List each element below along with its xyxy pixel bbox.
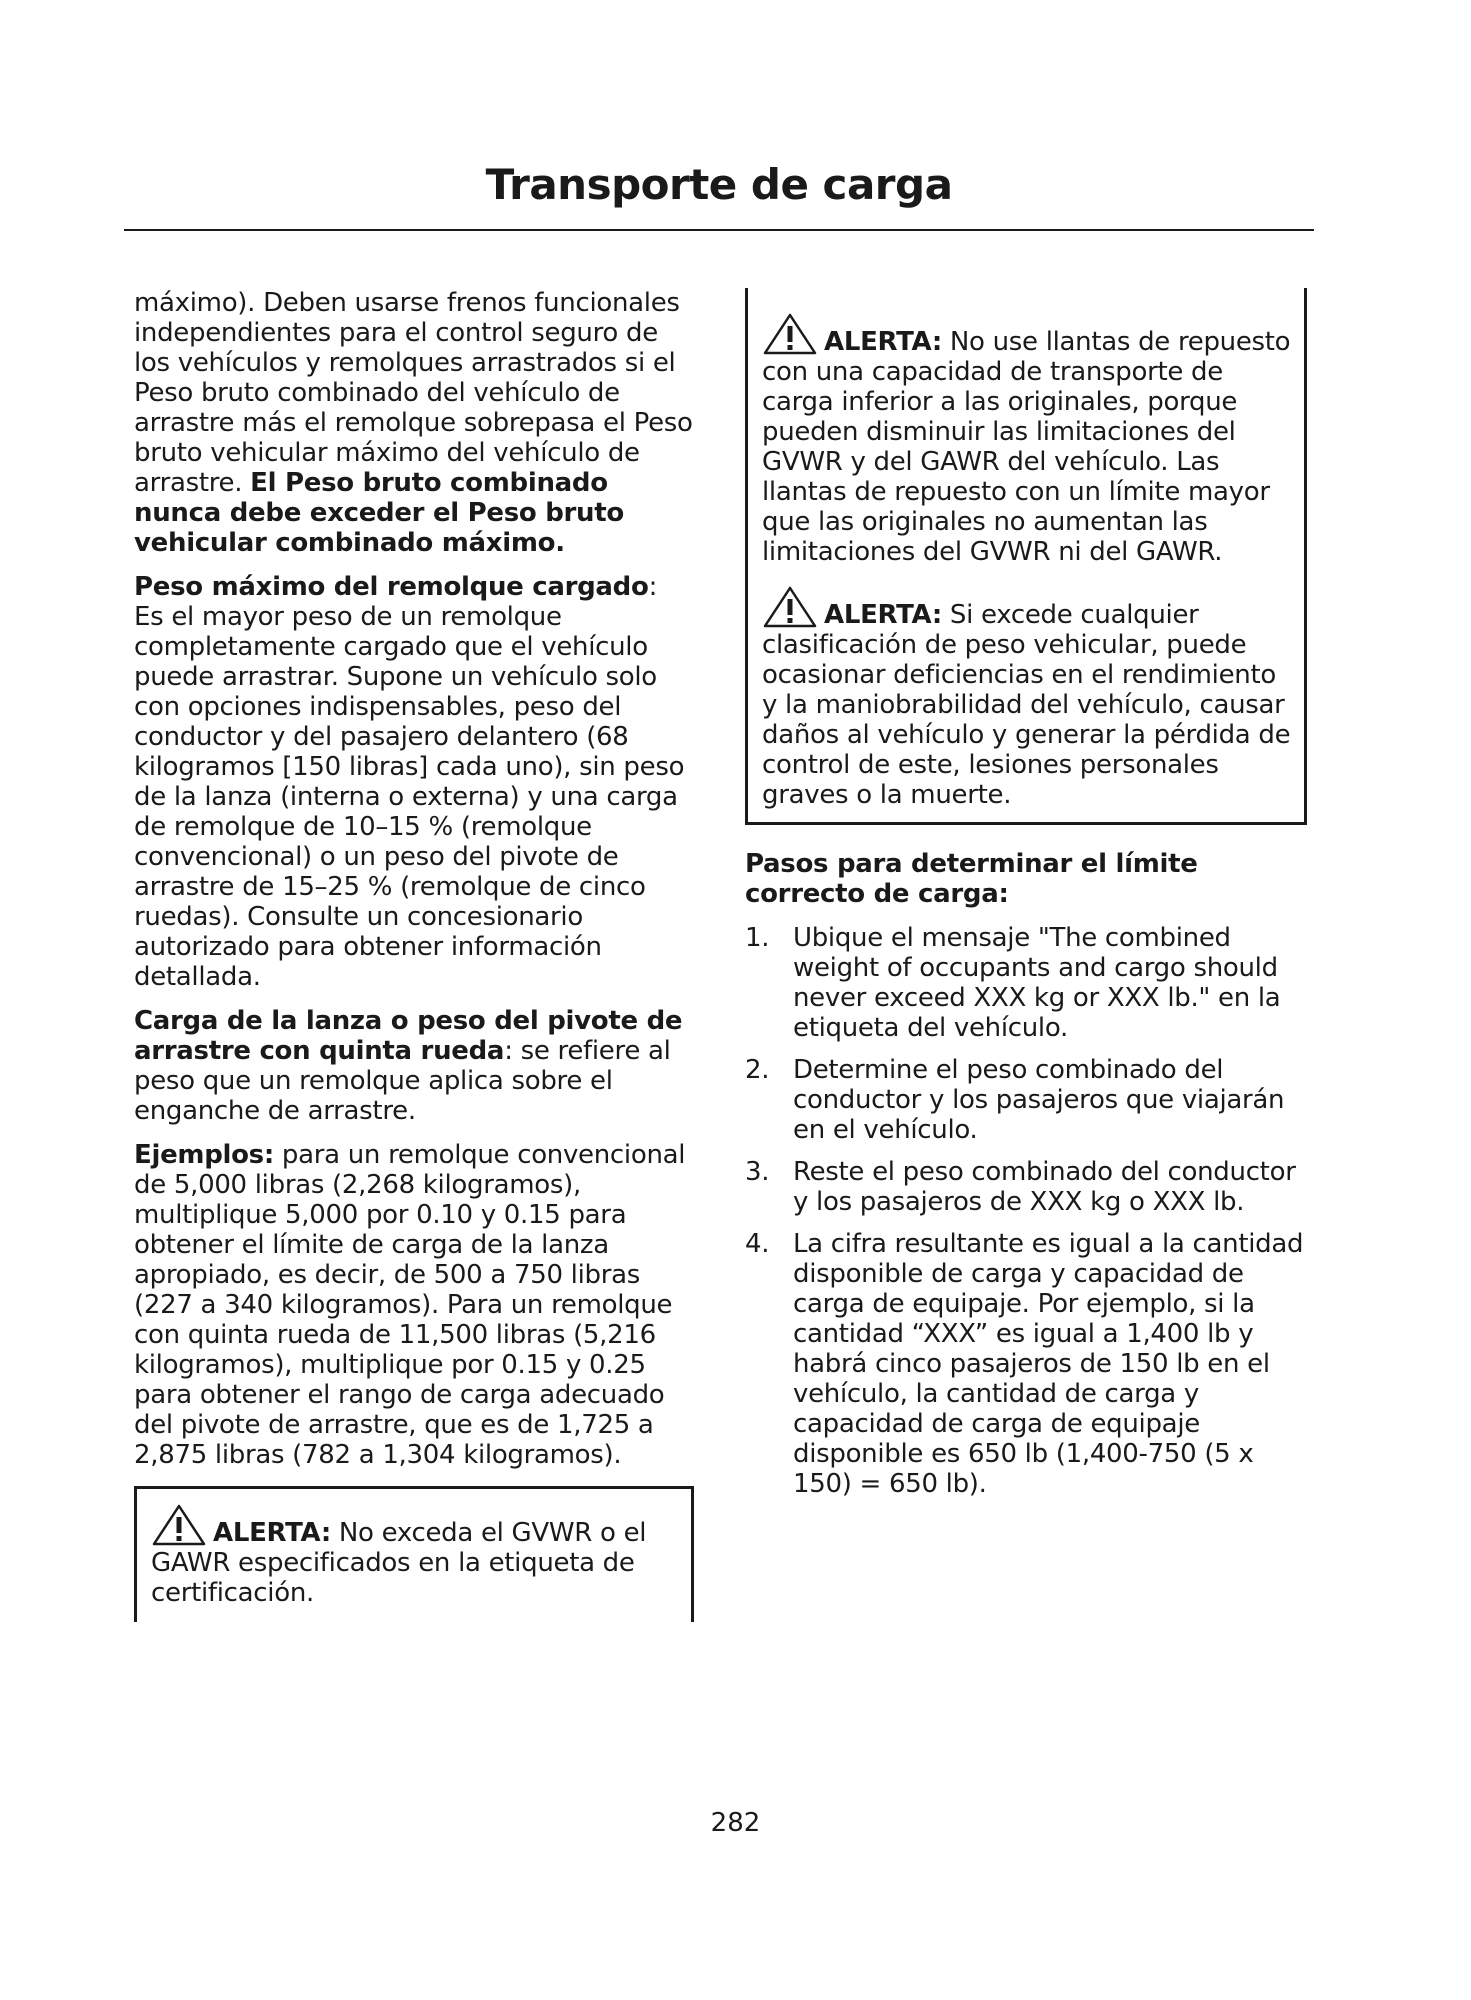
- alert-label: ALERTA:: [824, 327, 942, 357]
- term-max-trailer-weight: Peso máximo del remolque cargado: [134, 572, 649, 602]
- title-divider: [124, 229, 1314, 231]
- alert-box-left: [134, 1486, 694, 1622]
- examples-text: para un remolque convencional de 5,000 libras (2,268 kilogramos), multiplique 5,000 por 0.10 y 0.15 para obtener el límite de carga de la lanza apropiado, es decir, de 500 a 750 libras (227 a 340 kilogramos). Para un remolque con quinta rueda de 11,500 libras (5,216 kilogramos), multiplique por 0.15 y 0.25 para obtener el rango de carga adecuado del pivote de arrastre, que es de 1,725 a 2,875 libras (782 a 1,304 kilogramos).: [134, 1140, 686, 1470]
- paragraph-gcw-text: máximo). Deben usarse frenos funcionales independientes para el control seguro de los vehículos y remolques arrastrados si el Peso bruto combinado del vehículo de arrastre más el remolque sobrepasa el Peso bruto vehicular máximo del vehículo de arrastre.: [134, 288, 693, 498]
- step-text: Ubique el mensaje "The combined weight of occupants and cargo should never exceed XXX kg or XXX lb." en la etiqueta del vehículo.: [793, 923, 1281, 1043]
- left-column: [134, 288, 694, 1622]
- warning-triangle-icon: [762, 585, 818, 629]
- page-title: Transporte de carga: [485, 160, 953, 209]
- steps-list: [745, 923, 1307, 1499]
- step-number: 4.: [745, 1229, 770, 1259]
- step-text: Reste el peso combinado del conductor y los pasajeros de XXX kg o XXX lb.: [793, 1157, 1296, 1217]
- alert-spare-tires: [762, 298, 1292, 567]
- paragraph-max-trailer-weight: [134, 572, 694, 992]
- steps-heading: Pasos para determinar el límite correcto de carga:: [745, 849, 1198, 909]
- alert-weight-rating: [762, 579, 1292, 810]
- alert-box-right: [745, 288, 1307, 825]
- list-item: [745, 1229, 1307, 1499]
- definition-max-trailer-weight: : Es el mayor peso de un remolque completamente cargado que el vehículo puede arrastrar. Supone un vehículo solo con opciones indispensables, peso del conductor y del pasajero delantero (68 kilogramos [150 libras] cada uno), sin peso de la lanza (interna o externa) y una carga de remolque de 10–15 % (remolque convencional) o un peso del pivote de arrastre de 15–25 % (remolque de cinco ruedas). Consulte un concesionario autorizado para obtener información detallada.: [134, 572, 685, 992]
- alert-text: Si excede cualquier clasificación de peso vehicular, puede ocasionar deficiencias en el rendimiento y la maniobrabilidad del vehículo, causar daños al vehículo y generar la pérdida de control de este, lesiones personales graves o la muerte.: [762, 600, 1291, 810]
- step-text: La cifra resultante es igual a la cantidad disponible de carga y capacidad de carga de equipaje. Por ejemplo, si la cantidad “XXX” es igual a 1,400 lb y habrá cinco pasajeros de 150 lb en el vehículo, la cantidad de carga y capacidad de carga de equipaje disponible es 650 lb (1,400-750 (5 x 150) = 650 lb).: [793, 1229, 1304, 1499]
- alert-label: ALERTA:: [213, 1518, 331, 1548]
- step-number: 2.: [745, 1055, 770, 1085]
- warning-triangle-icon: [151, 1503, 207, 1547]
- alert-label: ALERTA:: [824, 600, 942, 630]
- alert-text: No use llantas de repuesto con una capacidad de transporte de carga inferior a las originales, porque pueden disminuir las limitaciones del GVWR y del GAWR del vehículo. Las llantas de repuesto con un límite mayor que las originales no aumentan las limitaciones del GVWR ni del GAWR.: [762, 327, 1291, 567]
- step-number: 3.: [745, 1157, 770, 1187]
- list-item: [745, 923, 1307, 1043]
- list-item: [745, 1055, 1307, 1145]
- term-examples: Ejemplos:: [134, 1140, 274, 1170]
- paragraph-examples: [134, 1140, 694, 1470]
- right-column: [745, 288, 1307, 1511]
- paragraph-gcw-bold: El Peso bruto combinado nunca debe exceder el Peso bruto vehicular combinado máximo.: [134, 468, 624, 558]
- paragraph-gcw: [134, 288, 694, 558]
- definition-tongue-load: : se refiere al peso que un remolque aplica sobre el enganche de arrastre.: [134, 1036, 671, 1126]
- page-number: 282: [710, 1808, 761, 1838]
- list-item: [745, 1157, 1307, 1217]
- step-number: 1.: [745, 923, 770, 953]
- paragraph-tongue-load: [134, 1006, 694, 1126]
- warning-triangle-icon: [762, 312, 818, 356]
- term-tongue-load: Carga de la lanza o peso del pivote de arrastre con quinta rueda: [134, 1006, 683, 1066]
- step-text: Determine el peso combinado del conductor y los pasajeros que viajarán en el vehículo.: [793, 1055, 1285, 1145]
- alert-text: No exceda el GVWR o el GAWR especificados en la etiqueta de certificación.: [151, 1518, 647, 1608]
- alert-gvwr: [151, 1489, 681, 1608]
